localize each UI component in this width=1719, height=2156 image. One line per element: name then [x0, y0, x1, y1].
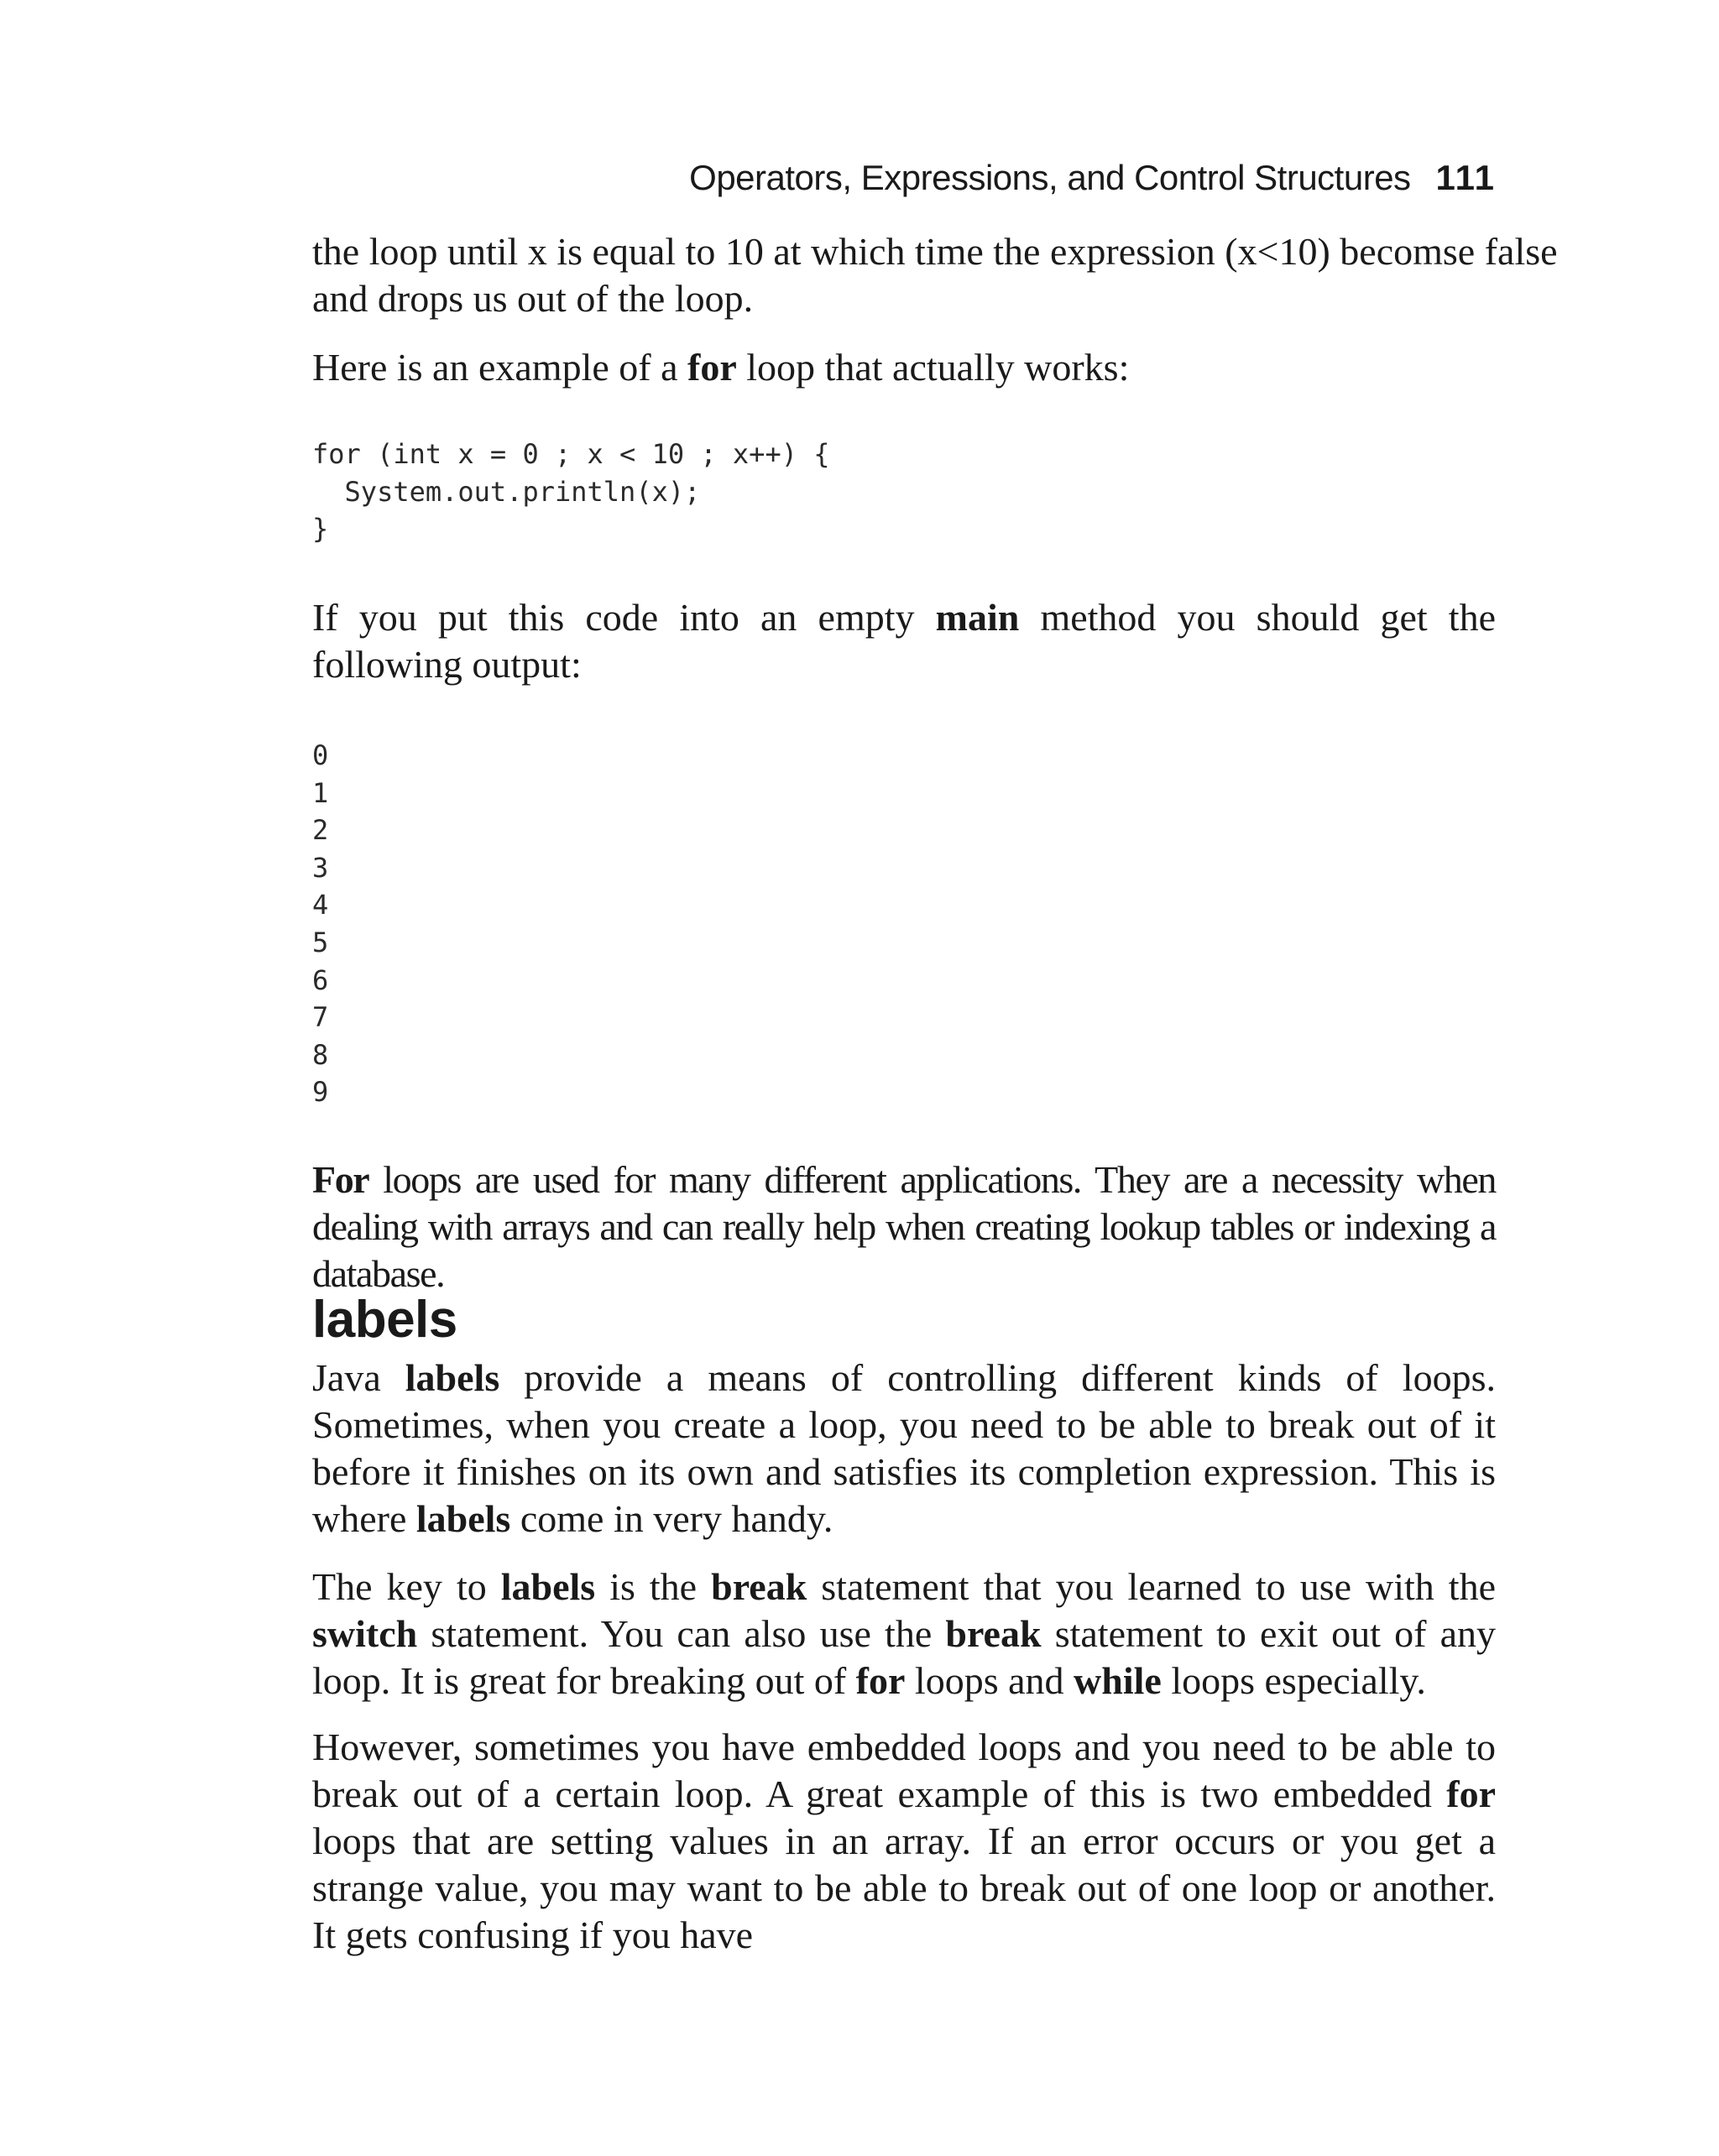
code-line: }	[312, 513, 329, 546]
output-line: 1	[312, 776, 329, 809]
section-heading-container	[312, 1291, 1496, 1349]
paragraph-main-method	[312, 594, 1496, 688]
paragraph-for-example-intro	[312, 344, 1496, 391]
text-run: come in very handy.	[510, 1497, 833, 1540]
running-head-title: Operators, Expressions, and Control Structures	[689, 158, 1411, 197]
output-line: 4	[312, 889, 329, 921]
text-run: method you should get the following output:	[312, 596, 1496, 686]
text-run: The key to	[312, 1565, 501, 1608]
keyword-labels: labels	[500, 1565, 596, 1608]
output-line: 6	[312, 963, 329, 996]
paragraph-text	[312, 1156, 1496, 1297]
paragraph-embedded-loops	[312, 1724, 1496, 1959]
text-run: If you put this code into an empty	[312, 596, 936, 639]
keyword-main: main	[935, 596, 1020, 639]
page-number: 111	[1435, 158, 1496, 197]
text-run: statement that you learned to use with the	[807, 1565, 1496, 1608]
text-run: provide a means of controlling different kinds of loops. Sometimes, when you create a loop, you need to be able to break out of it before it finishes on its own and satisfies its completion expression. This is where	[312, 1356, 1496, 1540]
text-run: statement. You can also use the	[417, 1612, 946, 1655]
output-line: 8	[312, 1038, 329, 1071]
code-listing-for-loop	[312, 436, 1496, 548]
paragraph-text	[312, 1724, 1496, 1959]
keyword-for: for	[855, 1659, 906, 1702]
paragraph-java-labels	[312, 1355, 1496, 1543]
text-run: is the	[595, 1565, 712, 1608]
text-run: Java	[312, 1356, 405, 1399]
keyword-for: for	[1446, 1772, 1496, 1815]
paragraph-loop-continuation	[312, 228, 1558, 322]
text-run: loops and	[905, 1659, 1074, 1702]
paragraph-line: and drops us out of the loop.	[312, 277, 754, 320]
code-line: for (int x = 0 ; x < 10 ; x++) {	[312, 438, 830, 470]
text-run: loops especially.	[1161, 1659, 1426, 1702]
output-line: 7	[312, 1001, 329, 1034]
paragraph-break-statement	[312, 1563, 1496, 1704]
text-run: statement to exit out of any loop. It is great for breaking out of	[312, 1612, 1496, 1702]
keyword-break: break	[711, 1565, 807, 1608]
text-run: loop that actually works:	[736, 346, 1130, 389]
keyword-switch: switch	[312, 1612, 418, 1655]
paragraph-text	[312, 344, 1496, 391]
text-run: Here is an example of a	[312, 346, 688, 389]
running-head	[312, 154, 1496, 201]
text-run: loops that are setting values in an array. If an error occurs or you get a strange value, you may want to be able to break out of one loop or another. It gets confusing if you have	[312, 1819, 1496, 1956]
output-line: 0	[312, 739, 329, 771]
keyword-for: for	[687, 346, 737, 389]
paragraph-text	[312, 1355, 1496, 1543]
keyword-while: while	[1074, 1659, 1162, 1702]
output-line: 5	[312, 926, 329, 958]
keyword-labels: labels	[405, 1356, 500, 1399]
paragraph-for-loop-uses	[312, 1156, 1496, 1297]
keyword-for: For	[312, 1158, 369, 1201]
keyword-break: break	[945, 1612, 1042, 1655]
output-line: 3	[312, 851, 329, 884]
text-run: However, sometimes you have embedded loops and you need to be able to break out of a certain loop. A great example of this is two embedded	[312, 1725, 1496, 1815]
text-run: loops are used for many different applications. They are a necessity when dealing with arrays and can really help when creating lookup tables or indexing a database.	[312, 1158, 1496, 1295]
paragraph-text	[312, 594, 1496, 688]
section-heading: labels	[312, 1291, 457, 1349]
paragraph-line: the loop until x is equal to 10 at which time the expression (x<10) becomse false	[312, 230, 1558, 273]
output-line: 2	[312, 814, 329, 847]
paragraph-text	[312, 1563, 1496, 1704]
output-line: 9	[312, 1076, 329, 1109]
program-output	[312, 737, 1496, 1111]
keyword-labels: labels	[415, 1497, 511, 1540]
code-line: System.out.println(x);	[312, 475, 701, 508]
